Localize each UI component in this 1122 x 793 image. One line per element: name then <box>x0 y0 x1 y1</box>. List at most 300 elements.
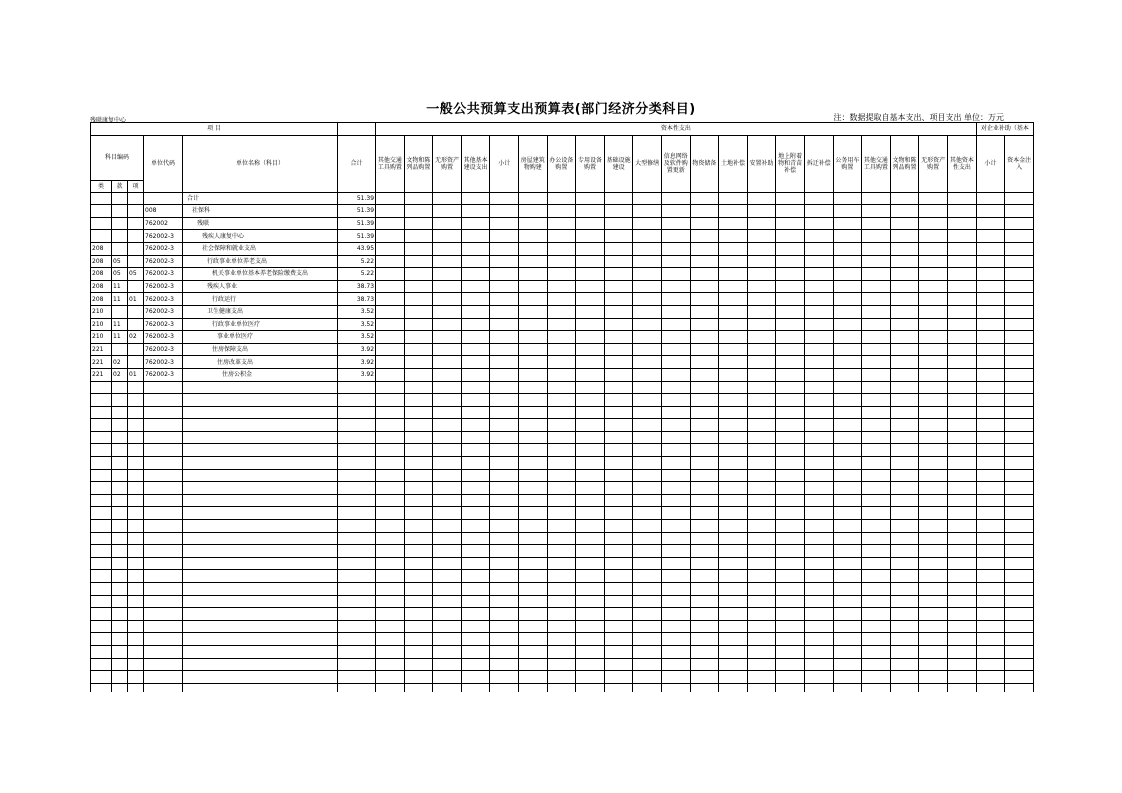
cell-empty <box>547 242 576 255</box>
header-capital-col: 小计 <box>976 135 1005 192</box>
cell-empty <box>833 343 862 356</box>
cell-empty <box>633 583 662 596</box>
cell-empty <box>776 507 805 520</box>
cell-empty <box>804 608 833 621</box>
cell-empty <box>833 318 862 331</box>
cell-empty <box>719 205 748 218</box>
cell-empty <box>144 431 183 444</box>
cell-lei: 221 <box>91 343 112 356</box>
cell-empty <box>776 305 805 318</box>
cell-empty <box>490 482 519 495</box>
cell-empty <box>461 444 490 457</box>
cell-empty <box>919 633 948 646</box>
cell-empty <box>633 331 662 344</box>
cell-empty <box>776 192 805 205</box>
cell-empty <box>833 570 862 583</box>
cell-empty <box>633 469 662 482</box>
cell-lei <box>91 205 112 218</box>
cell-empty <box>719 368 748 381</box>
cell-empty <box>661 482 690 495</box>
cell-empty <box>404 318 433 331</box>
cell-empty <box>461 545 490 558</box>
cell-empty <box>747 394 776 407</box>
cell-empty <box>776 419 805 432</box>
cell-empty <box>747 457 776 470</box>
cell-empty <box>833 532 862 545</box>
cell-lei <box>91 217 112 230</box>
cell-empty <box>919 457 948 470</box>
cell-empty <box>604 671 633 684</box>
header-capital-col: 无形资产购置 <box>433 135 462 192</box>
cell-empty <box>862 469 891 482</box>
cell-empty <box>576 280 605 293</box>
cell-empty <box>112 645 128 658</box>
cell-empty <box>433 671 462 684</box>
cell-total: 38.73 <box>338 280 376 293</box>
cell-empty <box>519 557 548 570</box>
cell-empty <box>112 431 128 444</box>
cell-empty <box>719 242 748 255</box>
cell-empty <box>747 482 776 495</box>
cell-empty <box>576 532 605 545</box>
table-row <box>91 192 1034 205</box>
cell-empty <box>976 545 1005 558</box>
cell-empty <box>776 633 805 646</box>
cell-empty <box>576 683 605 692</box>
cell-empty <box>804 230 833 243</box>
cell-empty <box>804 280 833 293</box>
cell-empty <box>404 394 433 407</box>
cell-empty <box>719 394 748 407</box>
cell-empty <box>1005 595 1034 608</box>
cell-empty <box>690 419 719 432</box>
cell-empty <box>890 457 919 470</box>
header-capital-col: 地上附着物和青苗补偿 <box>776 135 805 192</box>
cell-empty <box>144 608 183 621</box>
cell-empty <box>547 419 576 432</box>
cell-empty <box>1005 368 1034 381</box>
cell-empty <box>747 381 776 394</box>
cell-empty <box>833 671 862 684</box>
cell-empty <box>833 494 862 507</box>
cell-empty <box>576 255 605 268</box>
cell-empty <box>719 658 748 671</box>
cell-empty <box>576 318 605 331</box>
cell-empty <box>661 431 690 444</box>
cell-empty <box>633 608 662 621</box>
cell-empty <box>490 507 519 520</box>
table-row <box>91 683 1034 692</box>
cell-empty <box>719 469 748 482</box>
cell-empty <box>183 595 338 608</box>
cell-empty <box>183 457 338 470</box>
cell-empty <box>804 520 833 533</box>
cell-empty <box>547 557 576 570</box>
cell-empty <box>976 570 1005 583</box>
cell-empty <box>112 457 128 470</box>
cell-empty <box>776 406 805 419</box>
cell-empty <box>976 419 1005 432</box>
cell-empty <box>633 557 662 570</box>
cell-empty <box>690 217 719 230</box>
cell-empty <box>338 583 376 596</box>
cell-name: 行政事业单位医疗 <box>183 318 338 331</box>
cell-kuan <box>112 192 128 205</box>
cell-empty <box>833 545 862 558</box>
cell-empty <box>183 532 338 545</box>
cell-empty <box>338 406 376 419</box>
cell-empty <box>776 242 805 255</box>
cell-empty <box>661 532 690 545</box>
cell-empty <box>690 280 719 293</box>
cell-empty <box>91 620 112 633</box>
cell-empty <box>376 557 405 570</box>
cell-empty <box>1005 658 1034 671</box>
cell-empty <box>604 444 633 457</box>
cell-empty <box>690 381 719 394</box>
cell-empty <box>144 570 183 583</box>
cell-empty <box>144 457 183 470</box>
cell-empty <box>1005 482 1034 495</box>
cell-empty <box>862 293 891 306</box>
cell-empty <box>890 230 919 243</box>
table-row <box>91 557 1034 570</box>
cell-empty <box>433 205 462 218</box>
cell-empty <box>490 268 519 281</box>
cell-name: 机关事业单位基本养老保险缴费支出 <box>183 268 338 281</box>
cell-empty <box>490 457 519 470</box>
cell-empty <box>461 293 490 306</box>
table-row <box>91 444 1034 457</box>
cell-empty <box>719 557 748 570</box>
cell-empty <box>747 192 776 205</box>
cell-empty <box>461 658 490 671</box>
cell-empty <box>890 381 919 394</box>
cell-empty <box>376 331 405 344</box>
cell-empty <box>338 683 376 692</box>
cell-empty <box>633 444 662 457</box>
cell-code: 762002-3 <box>144 356 183 369</box>
cell-empty <box>862 217 891 230</box>
cell-empty <box>461 620 490 633</box>
cell-empty <box>376 583 405 596</box>
cell-empty <box>490 557 519 570</box>
cell-empty <box>890 242 919 255</box>
cell-empty <box>947 242 976 255</box>
cell-empty <box>112 444 128 457</box>
cell-empty <box>747 683 776 692</box>
table-row <box>91 658 1034 671</box>
cell-empty <box>690 671 719 684</box>
cell-empty <box>976 520 1005 533</box>
cell-empty <box>112 482 128 495</box>
cell-name: 行政事业单位养老支出 <box>183 255 338 268</box>
cell-empty <box>112 507 128 520</box>
cell-empty <box>1005 356 1034 369</box>
page-title: 一般公共预算支出预算表(部门经济分类科目) <box>426 102 696 117</box>
cell-empty <box>576 331 605 344</box>
cell-empty <box>338 419 376 432</box>
cell-empty <box>747 608 776 621</box>
cell-empty <box>547 457 576 470</box>
cell-empty <box>576 620 605 633</box>
cell-empty <box>719 457 748 470</box>
cell-empty <box>547 293 576 306</box>
cell-empty <box>976 671 1005 684</box>
cell-total: 38.73 <box>338 293 376 306</box>
cell-empty <box>1005 507 1034 520</box>
cell-empty <box>490 444 519 457</box>
cell-empty <box>183 507 338 520</box>
budget-table-container <box>90 122 1122 692</box>
cell-empty <box>890 318 919 331</box>
cell-total: 51.39 <box>338 205 376 218</box>
cell-empty <box>919 217 948 230</box>
cell-empty <box>128 583 144 596</box>
cell-empty <box>919 205 948 218</box>
cell-empty <box>976 633 1005 646</box>
cell-empty <box>1005 645 1034 658</box>
cell-empty <box>719 532 748 545</box>
cell-empty <box>862 394 891 407</box>
cell-empty <box>576 192 605 205</box>
cell-empty <box>862 545 891 558</box>
cell-empty <box>633 419 662 432</box>
cell-empty <box>547 331 576 344</box>
cell-empty <box>776 331 805 344</box>
cell-empty <box>833 419 862 432</box>
cell-empty <box>404 520 433 533</box>
cell-empty <box>1005 520 1034 533</box>
cell-code: 762002-3 <box>144 343 183 356</box>
cell-empty <box>976 608 1005 621</box>
cell-empty <box>576 545 605 558</box>
cell-empty <box>91 683 112 692</box>
cell-empty <box>433 394 462 407</box>
cell-empty <box>862 444 891 457</box>
cell-empty <box>890 557 919 570</box>
cell-empty <box>338 381 376 394</box>
cell-lei <box>91 192 112 205</box>
cell-empty <box>547 431 576 444</box>
cell-empty <box>719 192 748 205</box>
cell-empty <box>661 293 690 306</box>
cell-empty <box>862 683 891 692</box>
cell-empty <box>519 482 548 495</box>
cell-empty <box>690 255 719 268</box>
cell-lei: 221 <box>91 356 112 369</box>
cell-empty <box>490 368 519 381</box>
cell-empty <box>604 620 633 633</box>
cell-empty <box>719 293 748 306</box>
cell-empty <box>690 620 719 633</box>
cell-empty <box>919 671 948 684</box>
cell-empty <box>604 557 633 570</box>
cell-empty <box>404 230 433 243</box>
cell-empty <box>490 620 519 633</box>
cell-empty <box>519 255 548 268</box>
cell-empty <box>576 230 605 243</box>
cell-empty <box>919 305 948 318</box>
cell-empty <box>404 583 433 596</box>
cell-empty <box>747 343 776 356</box>
cell-lei: 210 <box>91 331 112 344</box>
cell-empty <box>890 192 919 205</box>
cell-empty <box>1005 545 1034 558</box>
cell-empty <box>776 268 805 281</box>
cell-empty <box>833 469 862 482</box>
cell-empty <box>376 683 405 692</box>
cell-empty <box>1005 268 1034 281</box>
cell-empty <box>128 431 144 444</box>
cell-empty <box>633 280 662 293</box>
cell-empty <box>976 406 1005 419</box>
cell-empty <box>919 608 948 621</box>
cell-empty <box>661 520 690 533</box>
cell-empty <box>128 520 144 533</box>
cell-name: 卫生健康支出 <box>183 305 338 318</box>
cell-empty <box>747 230 776 243</box>
cell-empty <box>547 545 576 558</box>
cell-empty <box>690 444 719 457</box>
cell-kuan: 05 <box>112 268 128 281</box>
cell-empty <box>862 368 891 381</box>
cell-empty <box>776 545 805 558</box>
cell-empty <box>128 507 144 520</box>
cell-empty <box>576 217 605 230</box>
cell-empty <box>183 431 338 444</box>
cell-empty <box>91 532 112 545</box>
cell-empty <box>404 205 433 218</box>
cell-empty <box>633 658 662 671</box>
cell-empty <box>947 431 976 444</box>
cell-empty <box>461 242 490 255</box>
cell-empty <box>547 343 576 356</box>
cell-empty <box>128 532 144 545</box>
cell-empty <box>490 645 519 658</box>
cell-empty <box>461 406 490 419</box>
cell-empty <box>183 633 338 646</box>
cell-empty <box>976 394 1005 407</box>
cell-empty <box>490 192 519 205</box>
cell-empty <box>804 557 833 570</box>
cell-empty <box>338 494 376 507</box>
cell-empty <box>404 557 433 570</box>
cell-empty <box>490 217 519 230</box>
cell-empty <box>404 457 433 470</box>
cell-empty <box>433 683 462 692</box>
cell-empty <box>804 583 833 596</box>
cell-empty <box>519 368 548 381</box>
cell-empty <box>833 444 862 457</box>
cell-empty <box>804 192 833 205</box>
cell-empty <box>144 595 183 608</box>
cell-empty <box>747 268 776 281</box>
cell-empty <box>833 230 862 243</box>
cell-empty <box>862 457 891 470</box>
cell-empty <box>719 545 748 558</box>
cell-empty <box>804 242 833 255</box>
cell-empty <box>112 469 128 482</box>
cell-empty <box>719 381 748 394</box>
cell-empty <box>919 658 948 671</box>
cell-empty <box>719 520 748 533</box>
cell-empty <box>547 406 576 419</box>
table-row <box>91 293 1034 306</box>
cell-empty <box>833 406 862 419</box>
cell-empty <box>976 457 1005 470</box>
cell-empty <box>890 671 919 684</box>
cell-empty <box>547 205 576 218</box>
cell-empty <box>144 532 183 545</box>
cell-xiang <box>128 318 144 331</box>
cell-empty <box>404 595 433 608</box>
header-lei: 类 <box>91 180 112 192</box>
cell-empty <box>404 419 433 432</box>
cell-empty <box>338 645 376 658</box>
cell-empty <box>490 683 519 692</box>
cell-empty <box>519 280 548 293</box>
header-kuan: 款 <box>112 180 128 192</box>
cell-empty <box>576 368 605 381</box>
cell-empty <box>1005 381 1034 394</box>
cell-empty <box>661 394 690 407</box>
cell-empty <box>547 230 576 243</box>
cell-empty <box>91 444 112 457</box>
cell-empty <box>976 507 1005 520</box>
cell-empty <box>947 645 976 658</box>
cell-empty <box>183 570 338 583</box>
cell-empty <box>490 469 519 482</box>
cell-empty <box>604 469 633 482</box>
cell-empty <box>776 520 805 533</box>
cell-empty <box>633 545 662 558</box>
cell-empty <box>112 570 128 583</box>
cell-empty <box>776 557 805 570</box>
cell-empty <box>804 658 833 671</box>
cell-empty <box>376 318 405 331</box>
cell-empty <box>947 255 976 268</box>
cell-empty <box>776 356 805 369</box>
cell-empty <box>690 406 719 419</box>
cell-total: 43.95 <box>338 242 376 255</box>
cell-empty <box>1005 444 1034 457</box>
cell-empty <box>376 192 405 205</box>
cell-empty <box>404 192 433 205</box>
cell-empty <box>604 305 633 318</box>
cell-empty <box>776 482 805 495</box>
cell-empty <box>690 394 719 407</box>
cell-empty <box>862 520 891 533</box>
cell-empty <box>1005 305 1034 318</box>
cell-empty <box>183 545 338 558</box>
cell-empty <box>804 633 833 646</box>
cell-empty <box>947 230 976 243</box>
cell-empty <box>519 532 548 545</box>
cell-empty <box>519 671 548 684</box>
cell-empty <box>461 457 490 470</box>
cell-empty <box>547 280 576 293</box>
cell-empty <box>633 645 662 658</box>
cell-empty <box>947 583 976 596</box>
cell-empty <box>833 608 862 621</box>
cell-empty <box>604 570 633 583</box>
cell-empty <box>519 444 548 457</box>
cell-empty <box>128 494 144 507</box>
cell-empty <box>576 457 605 470</box>
cell-empty <box>576 645 605 658</box>
cell-empty <box>690 331 719 344</box>
